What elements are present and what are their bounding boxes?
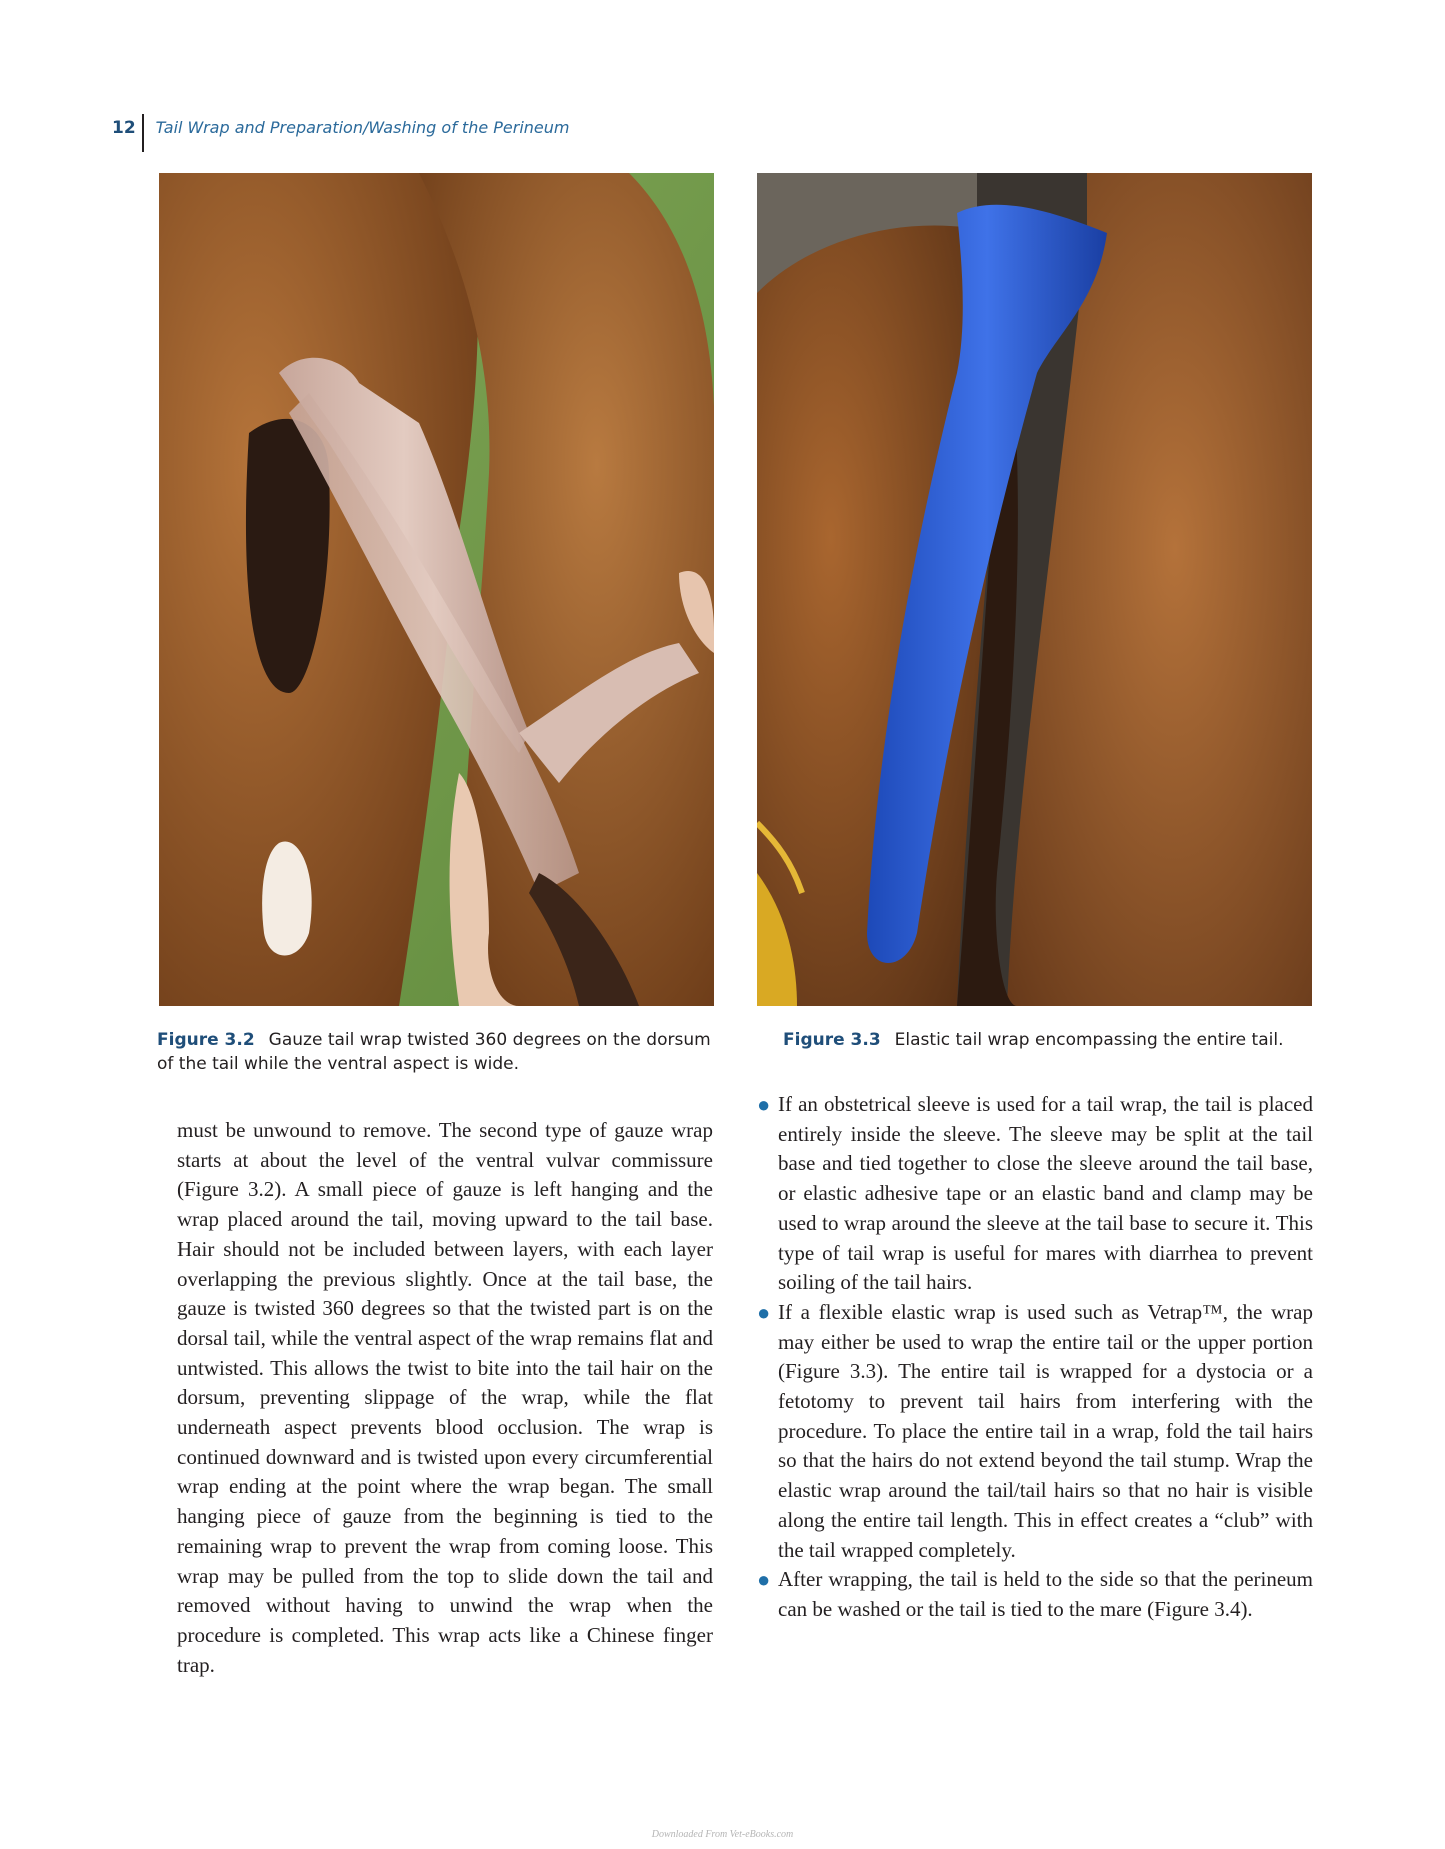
right-text-column — [757, 1090, 1313, 1625]
bullet-icon: ● — [757, 1299, 771, 1325]
elastic-tail-wrap-illustration — [757, 173, 1312, 1006]
figure-label: Figure 3.2 — [157, 1030, 255, 1050]
figure-3-3-caption — [783, 1028, 1323, 1052]
bullet-icon: ● — [757, 1567, 771, 1593]
gauze-tail-wrap-illustration — [159, 173, 714, 1006]
list-item-text: After wrapping, the tail is held to the side so that the perineum can be washed or the tail is tied to the mare (Figure 3.4). — [778, 1567, 1313, 1621]
list-item — [757, 1565, 1313, 1624]
bullet-icon: ● — [757, 1092, 771, 1117]
bullet-list — [757, 1090, 1313, 1625]
list-item — [757, 1298, 1313, 1565]
figure-caption-text: Gauze tail wrap twisted 360 degrees on the dorsum of the tail while the ventral aspect is wide. — [157, 1030, 711, 1074]
running-title: Tail Wrap and Preparation/Washing of the Perineum — [155, 118, 570, 137]
figure-3-3-photo — [757, 173, 1312, 1006]
header-divider — [142, 114, 144, 152]
running-header — [112, 114, 569, 154]
figure-3-2-photo — [159, 173, 714, 1006]
body-paragraph: must be unwound to remove. The second type of gauze wrap starts at about the level of the ventral vulvar commissure (Figure 3.2). A small piece of gauze is left hanging and the wrap placed around the tail, moving upward to the tail base. Hair should not be included between layers, with each layer overlapping the previous slightly. Once at the tail base, the gauze is twisted 360 degrees so that the twisted part is on the dorsal tail, while the ventral aspect of the wrap remains flat and untwisted. This allows the twist to bite into the tail hair on the dorsum, preventing slippage of the wrap, while the flat underneath aspect prevents blood occlusion. The wrap is continued downward and is twisted upon every circumferential wrap ending at the point where the wrap began. The small hanging piece of gauze from the beginning is tied to the remaining wrap to prevent the wrap from coming loose. This wrap may be pulled from the top to slide down the tail and removed without having to unwind the wrap when the procedure is completed. This wrap acts like a Chinese finger trap. — [177, 1118, 713, 1677]
list-item — [757, 1090, 1313, 1298]
list-item-text: If a flexible elastic wrap is used such as Vetrap™, the wrap may either be used to wrap the entire tail or the upper portion (Figure 3.3). The entire tail is wrapped for a dystocia or a fetotomy to prevent tail hairs from interfering with the procedure. To place the entire tail in a wrap, fold the tail hairs so that the hairs do not extend beyond the tail stump. Wrap the elastic wrap around the tail/tail hairs so that no hair is visible along the entire tail length. This in effect creates a “club” with the tail wrapped completely. — [778, 1299, 1313, 1562]
left-text-column — [177, 1116, 713, 1680]
page-number: 12 — [112, 118, 136, 138]
download-watermark: Downloaded From Vet-eBooks.com — [651, 1829, 794, 1840]
figure-label: Figure 3.3 — [783, 1030, 881, 1050]
figure-3-2-caption — [157, 1028, 727, 1076]
list-item-text: If an obstetrical sleeve is used for a tail wrap, the tail is placed entirely inside the sleeve. The sleeve may be split at the tail base and tied together to close the sleeve around the tail base, or elastic adhesive tape or an elastic band and clamp may be used to wrap around the sleeve at the tail base to secure it. This type of tail wrap is useful for mares with diarrhea to prevent soiling of the tail hairs. — [778, 1092, 1313, 1295]
figure-caption-text: Elastic tail wrap encompassing the entire tail. — [894, 1030, 1284, 1050]
